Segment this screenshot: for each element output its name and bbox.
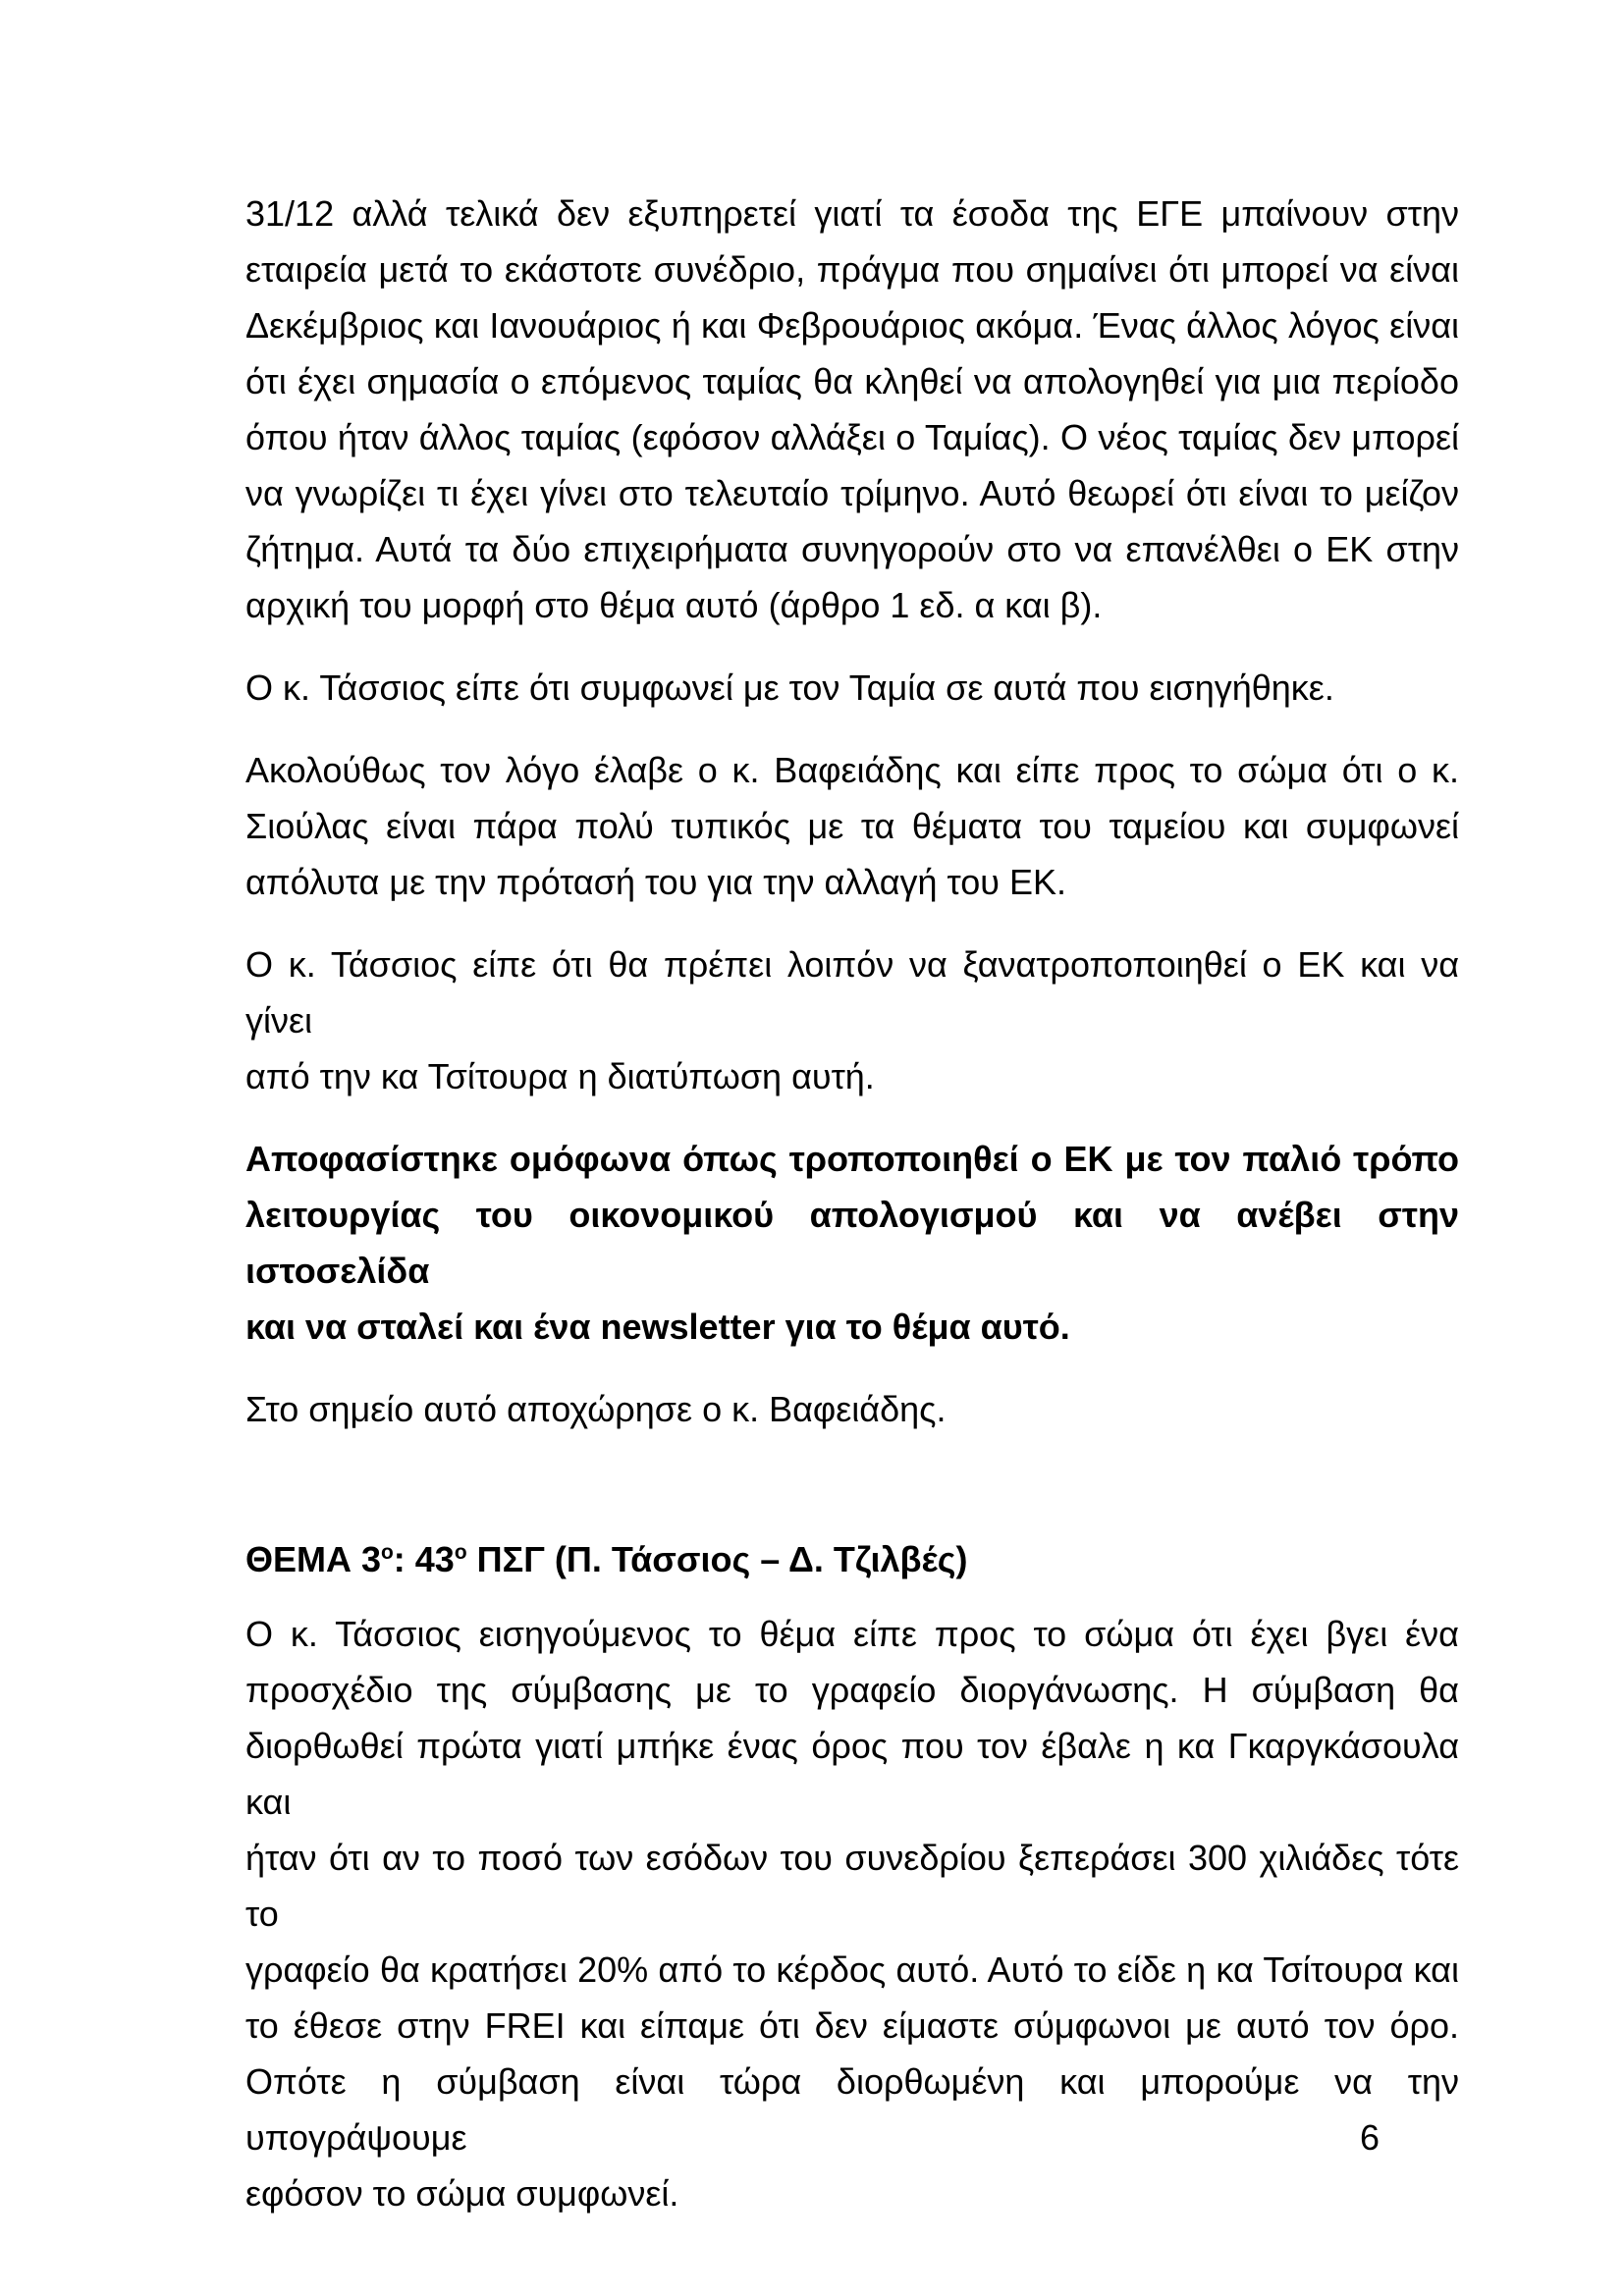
paragraph xyxy=(245,742,1459,910)
heading-superscript: ο xyxy=(454,1541,467,1564)
text-line: ότι έχει σημασία ο επόμενος ταμίας θα κληθεί να απολογηθεί για μια περίοδο xyxy=(245,361,1459,401)
text-line: από την κα Τσίτουρα η διατύπωση αυτή. xyxy=(245,1056,875,1096)
heading-text: ΘΕΜΑ 3 xyxy=(245,1539,382,1579)
text-line: Αποφασίστηκε ομόφωνα όπως τροποποιηθεί ο ΕΚ με τον παλιό τρόπο xyxy=(245,1139,1459,1179)
text-line: Οπότε η σύμβαση είναι τώρα διορθωμένη και μπορούμε να την υπογράψουμε xyxy=(245,2061,1459,2158)
text-line: ζήτημα. Αυτά τα δύο επιχειρήματα συνηγορούν στο να επανέλθει ο ΕΚ στην xyxy=(245,529,1459,569)
heading-text: : 43 xyxy=(393,1539,455,1579)
text-line: το έθεσε στην FREI και είπαμε ότι δεν είμαστε σύμφωνοι με αυτό τον όρο. xyxy=(245,2005,1459,2046)
paragraph xyxy=(245,186,1459,633)
section-heading xyxy=(245,1531,1459,1587)
paragraph xyxy=(245,1131,1459,1355)
paragraph xyxy=(245,1381,1459,1437)
text-line: γραφείο θα κρατήσει 20% από το κέρδος αυτό. Αυτό το είδε η κα Τσίτουρα και xyxy=(245,1949,1459,1990)
text-line: Σιούλας είναι πάρα πολύ τυπικός με τα θέματα του ταμείου και συμφωνεί xyxy=(245,806,1459,846)
text-line: εταιρεία μετά το εκάστοτε συνέδριο, πράγμα που σημαίνει ότι μπορεί να είναι xyxy=(245,249,1459,290)
text-line: Ο κ. Τάσσιος εισηγούμενος το θέμα είπε προς το σώμα ότι έχει βγει ένα xyxy=(245,1614,1459,1654)
document-body xyxy=(245,0,1459,2221)
text-line: Στο σημείο αυτό αποχώρησε ο κ. Βαφειάδης. xyxy=(245,1389,947,1429)
paragraph xyxy=(245,936,1459,1104)
text-line: Δεκέμβριος και Ιανουάριος ή και Φεβρουάριος ακόμα. Ένας άλλος λόγος είναι xyxy=(245,305,1459,346)
text-line: ήταν ότι αν το ποσό των εσόδων του συνεδρίου ξεπεράσει 300 χιλιάδες τότε το xyxy=(245,1838,1459,1934)
paragraph xyxy=(245,660,1459,716)
text-line: 31/12 αλλά τελικά δεν εξυπηρετεί γιατί τα έσοδα της ΕΓΕ μπαίνουν στην xyxy=(245,193,1459,234)
heading-text: ΠΣΓ (Π. Τάσσιος – Δ. Τζιλβές) xyxy=(466,1539,968,1579)
text-line: εφόσον το σώμα συμφωνεί. xyxy=(245,2173,679,2214)
text-line: προσχέδιο της σύμβασης με το γραφείο διοργάνωσης. Η σύμβαση θα xyxy=(245,1670,1459,1710)
text-line: Ακολούθως τον λόγο έλαβε ο κ. Βαφειάδης και είπε προς το σώμα ότι ο κ. xyxy=(245,750,1459,790)
page-number: 6 xyxy=(1360,2117,1380,2158)
text-line: αρχική του μορφή στο θέμα αυτό (άρθρο 1 εδ. α και β). xyxy=(245,585,1103,625)
text-line: και να σταλεί και ένα newsletter για το θέμα αυτό. xyxy=(245,1307,1070,1347)
paragraph xyxy=(245,1606,1459,2221)
text-line: Ο κ. Τάσσιος είπε ότι θα πρέπει λοιπόν να ξανατροποποιηθεί ο ΕΚ και να γίνει xyxy=(245,944,1459,1041)
text-line: διορθωθεί πρώτα γιατί μπήκε ένας όρος που τον έβαλε η κα Γκαργκάσουλα και xyxy=(245,1726,1459,1822)
text-line: Ο κ. Τάσσιος είπε ότι συμφωνεί με τον Ταμία σε αυτά που εισηγήθηκε. xyxy=(245,667,1334,708)
text-line: απόλυτα με την πρότασή του για την αλλαγή του ΕΚ. xyxy=(245,862,1066,902)
heading-superscript: ο xyxy=(381,1541,394,1564)
text-line: να γνωρίζει τι έχει γίνει στο τελευταίο τρίμηνο. Αυτό θεωρεί ότι είναι το μείζον xyxy=(245,473,1459,513)
text-line: όπου ήταν άλλος ταμίας (εφόσον αλλάξει ο Ταμίας). Ο νέος ταμίας δεν μπορεί xyxy=(245,417,1459,457)
text-line: λειτουργίας του οικονομικού απολογισμού και να ανέβει στην ιστοσελίδα xyxy=(245,1195,1459,1291)
